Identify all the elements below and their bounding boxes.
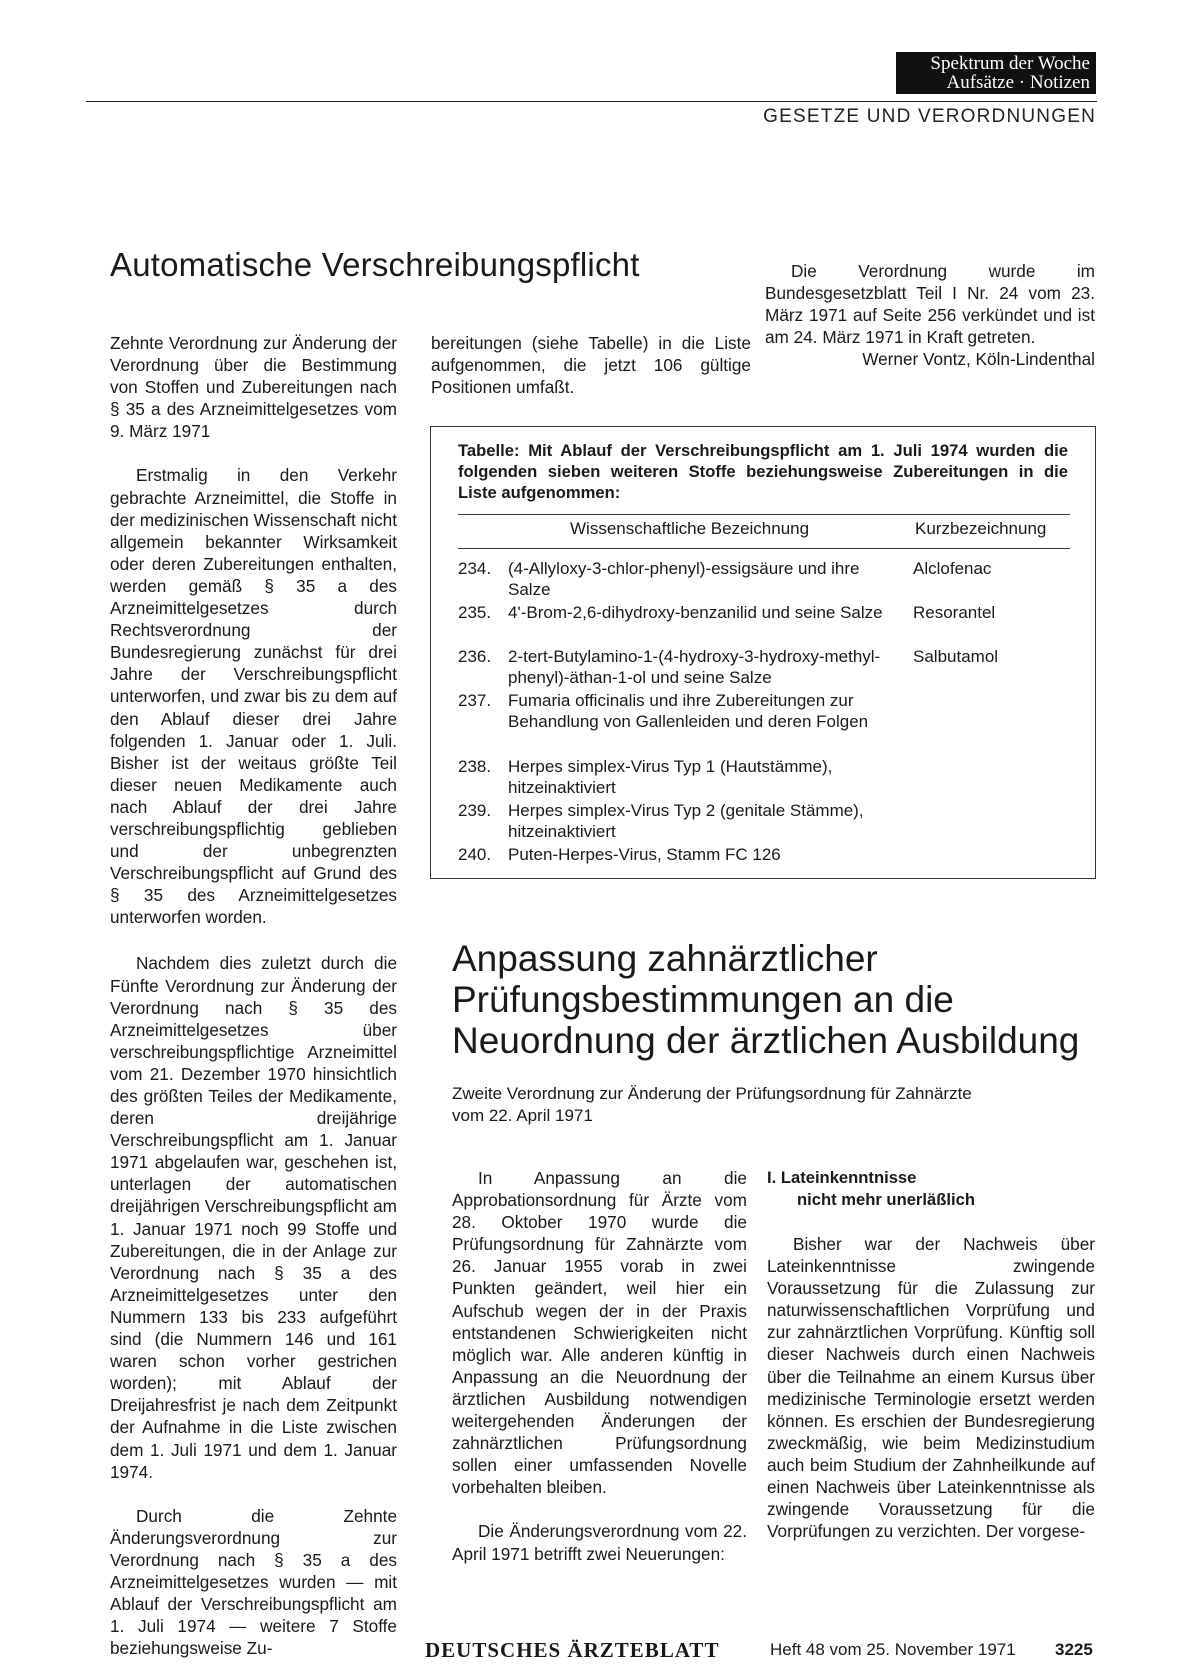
badge-line-1: Spektrum der Woche [930,53,1090,74]
article2-paragraph: In Anpassung an die Approbationsordnung für Ärzte vom 28. Oktober 1970 wurde die Prüfungsordnung für Zahnärzte vom 26. Januar 1955 vorab in zwei Punkten geändert, weil hier ein Aufschub wegen der in der Praxis entstandenen Schwierigkeiten nicht möglich war. Alle anderen künftig in Anpassung an die Neuordnung der ärztlichen Ausbildung notwendigen weitergehenden Änderungen der zahnärztlichen Prüfungsordnung sollen einer umfassenden Novelle vorbehalten bleiben. [452,1168,747,1498]
row-scientific-name: Puten-Herpes-Virus, Stamm FC 126 [508,845,781,864]
article1-column-right [765,260,1095,370]
issue-info: Heft 48 vom 25. November 1971 [770,1640,1016,1659]
article2-paragraph: Die Änderungsverordnung vom 22. April 1971 betrifft zwei Neuerungen: [452,1521,747,1564]
table-header-rule [458,548,1070,549]
section-title: GESETZE UND VERORDNUNGEN [763,106,1096,127]
row-short-name: Salbutamol [913,647,999,666]
row-scientific-name: (4-Allyloxy-3-chlor-phenyl)-essigsäure und ihre Salze [508,559,860,599]
article1-paragraph: Durch die Zehnte Änderungsverordnung zur Verordnung nach § 35 a des Arzneimittelgesetzes wurden — mit Ablauf der Verschreibungspflicht am 1. Juli 1974 — weitere 7 Stoffe beziehungsweise Zu- [110,1505,397,1659]
article1-author: Werner Vontz, Köln-Lindenthal [862,349,1095,370]
article2-subheading [767,1167,1095,1211]
subheading-line: I. Lateinkenntnisse [767,1168,917,1187]
row-scientific-name: 2-tert-Butylamino-1-(4-hydroxy-3-hydroxy-methyl-phenyl)-äthan-1-ol und seine Salze [508,647,881,687]
row-number: 239. [458,801,492,820]
table-column-header: Wissenschaftliche Bezeichnung [570,519,810,538]
row-number: 234. [458,559,492,578]
page-number: 3225 [1055,1640,1093,1659]
row-number: 235. [458,603,492,622]
article1-column-left [110,332,397,1659]
header-rule [86,101,1097,102]
table-column-header: Kurzbezeichnung [915,519,1047,538]
section-badge [896,52,1096,94]
table-caption: Tabelle: Mit Ablauf der Verschreibungspflicht am 1. Juli 1974 wurden die folgenden sieben weiteren Stoffe beziehungsweise Zubereitungen in die Liste aufgenommen: [458,441,1068,502]
article1-paragraph: Die Verordnung wurde im Bundesgesetzblatt Teil I Nr. 24 vom 23. März 1971 auf Seite 256 verkündet und ist am 24. März 1971 in Kraft getreten. [765,261,1095,348]
article2-column-left [452,1167,747,1565]
row-scientific-name: Herpes simplex-Virus Typ 2 (genitale Stämme), hitzeinaktiviert [508,801,864,841]
row-number: 237. [458,691,492,710]
row-short-name: Resorantel [913,603,996,622]
article1-paragraph: Nachdem dies zuletzt durch die Fünfte Verordnung zur Änderung der Verordnung nach § 35 des Arzneimittelgesetzes über verschreibungspflichtige Arzneimittel vom 21. Dezember 1970 hinsichtlich des größten Teiles der Medikamente, deren dreijährige Verschreibungspflicht am 1. Januar 1971 abgelaufen war, geschehen ist, unterlagen der automatischen dreijährigen Verschreibungspflicht am 1. Januar 1971 noch 99 Stoffe und Zubereitungen, die in der Anlage zur Verordnung nach § 35 a des Arzneimittelgesetzes unter den Nummern 133 bis 233 aufgeführt sind (die Nummern 146 und 161 waren schon vorher gestrichen worden); mit Ablauf der Dreijahresfrist je nach dem Zeitpunkt der Aufnahme in die Liste zwischen dem 1. Juli 1971 und dem 1. Januar 1974. [110,953,397,1482]
article1-subtitle: Zehnte Verordnung zur Änderung der Verordnung über die Bestimmung von Stoffen und Zubereitungen nach § 35 a des Arzneimittelgesetzes vom 9. März 1971 [110,333,397,442]
table-header-rule [458,514,1070,515]
article1-paragraph: Erstmalig in den Verkehr gebrachte Arzneimittel, die Stoffe in der medizinischen Wissenschaft nicht allgemein bekannter Wirksamkeit oder deren Zubereitungen enthalten, werden gemäß § 35 a des Arzneimittelgesetzes durch Rechtsverordnung der Bundesregierung zunächst für drei Jahre der Verschreibungspflicht unterworfen, und zwar bis zu dem auf den Ablauf dieser drei Jahre folgenden 1. Januar oder 1. Juli. Bisher ist der weitaus größte Teil dieser neuen Medikamente auch nach Ablauf der drei Jahre verschreibungspflichtig geblieben und der unbegrenzten Verschreibungspflicht auf Grund des § 35 des Arzneimittelgesetzes unterworfen worden. [110,465,397,928]
row-short-name: Alclofenac [913,559,992,578]
row-scientific-name: Herpes simplex-Virus Typ 1 (Hautstämme), hitzeinaktiviert [508,757,833,797]
row-number: 238. [458,757,492,776]
article2-subtitle: Zweite Verordnung zur Änderung der Prüfungsordnung für Zahnärzte vom 22. April 1971 [452,1084,972,1125]
article2-column-right [767,1167,1095,1542]
article1-column-middle [431,332,751,398]
row-number: 240. [458,845,492,864]
row-number: 236. [458,647,492,666]
subheading-line: nicht mehr unerläßlich [797,1190,975,1209]
article2-title: Anpassung zahnärztlicher Prüfungsbestimmungen an die Neuordnung der ärztlichen Ausbildung [452,938,1080,1061]
article2-paragraph: Bisher war der Nachweis über Lateinkenntnisse zwingende Voraussetzung für die Zulassung zur naturwissenschaftlichen Vorprüfung und zur zahnärztlichen Vorprüfung. Künftig soll dieser Nachweis durch einen Nachweis über die Teilnahme an einem Kursus über medizinische Terminologie ersetzt werden können. Es erschien der Bundesregierung zweckmäßig, wie beim Medizinstudium auch beim Studium der Zahnheilkunde auf einen Nachweis über Lateinkenntnisse als zwingende Voraussetzung für die Vorprüfungen zu verzichten. Der vorgese- [767,1234,1095,1542]
row-scientific-name: Fumaria officinalis und ihre Zubereitungen zur Behandlung von Gallenleiden und deren Folgen [508,691,869,731]
journal-name: DEUTSCHES ÄRZTEBLATT [425,1638,720,1662]
article1-title: Automatische Verschreibungspflicht [110,246,640,283]
badge-line-2: Aufsätze · Notizen [946,72,1090,93]
row-scientific-name: 4'-Brom-2,6-dihydroxy-benzanilid und seine Salze [508,603,883,622]
article1-paragraph: bereitungen (siehe Tabelle) in die Liste aufgenommen, die jetzt 106 gültige Positionen umfaßt. [431,333,751,398]
